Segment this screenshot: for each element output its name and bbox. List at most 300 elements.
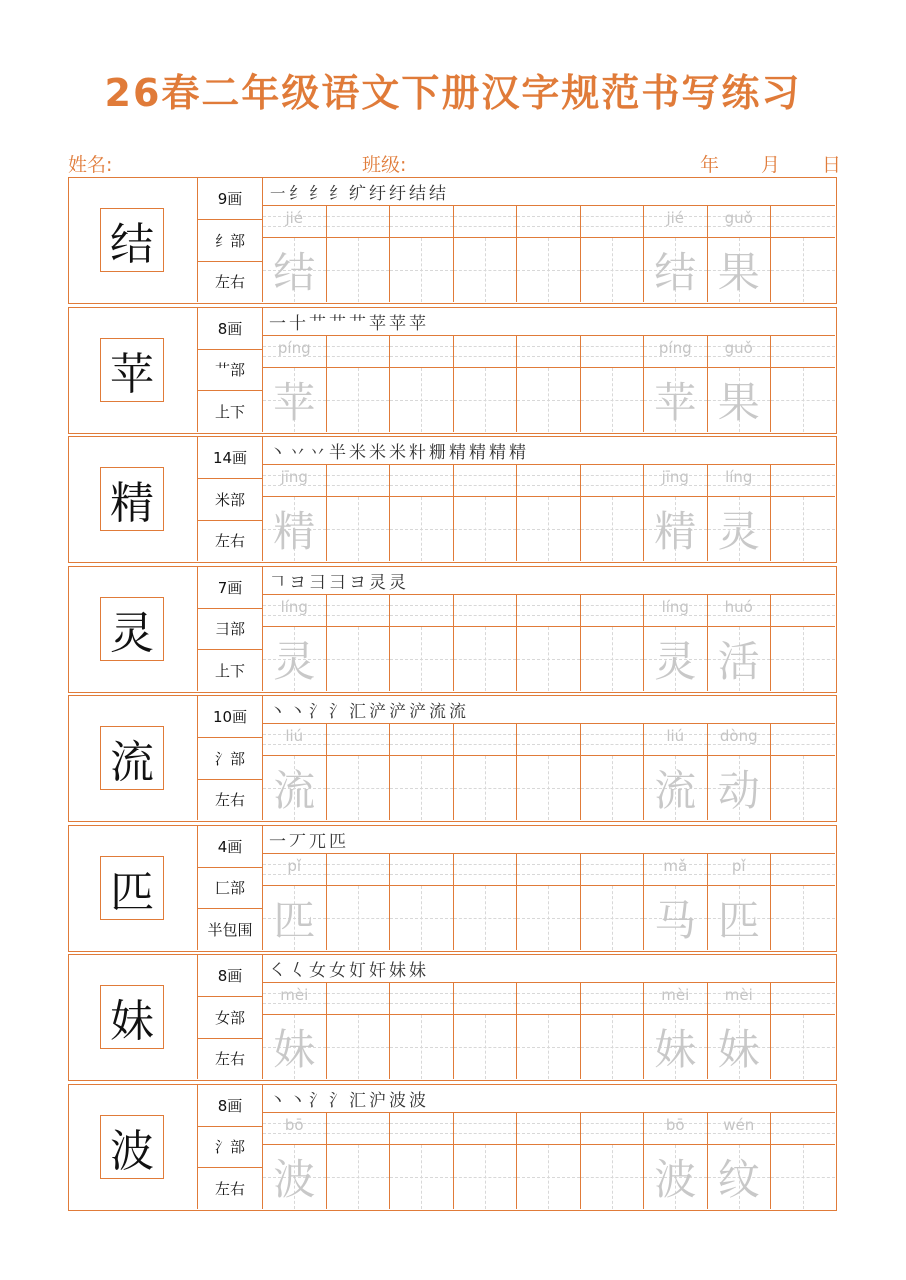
pinyin-line <box>708 595 771 627</box>
trace-character <box>327 886 390 950</box>
practice-grid <box>263 465 835 561</box>
practice-cell[interactable] <box>581 206 645 302</box>
practice-cell[interactable] <box>708 465 772 561</box>
tian-grid-box <box>771 886 835 950</box>
practice-cell[interactable] <box>263 1113 327 1209</box>
tian-grid-box <box>771 368 835 432</box>
pinyin-line <box>644 336 707 368</box>
trace-character <box>327 368 390 432</box>
tian-grid-box <box>390 497 453 561</box>
pinyin-text: liú <box>285 727 304 745</box>
practice-grid <box>263 724 835 820</box>
model-character: 灵 <box>100 597 164 661</box>
stroke-step: 精 <box>509 443 526 463</box>
practice-cell[interactable] <box>771 595 835 691</box>
practice-cell[interactable] <box>390 595 454 691</box>
tian-grid-box <box>263 238 326 302</box>
radical: 氵部 <box>198 737 262 778</box>
practice-cell[interactable] <box>581 983 645 1079</box>
pinyin-line <box>708 336 771 368</box>
tian-grid-box <box>327 1015 390 1079</box>
trace-character: 结 <box>273 248 316 297</box>
practice-cell[interactable] <box>327 724 391 820</box>
pinyin-line <box>771 336 835 368</box>
practice-cell[interactable] <box>517 465 581 561</box>
pinyin-text: mǎ <box>663 856 688 875</box>
stroke-order <box>263 567 835 595</box>
tian-grid-box <box>581 886 644 950</box>
practice-cell[interactable] <box>517 724 581 820</box>
stroke-step: 沪 <box>369 1090 386 1111</box>
practice-cell[interactable] <box>454 1113 518 1209</box>
stroke-step: 女 <box>329 961 346 981</box>
radical: 纟部 <box>198 219 262 260</box>
trace-character <box>581 238 644 302</box>
stroke-order <box>263 696 835 724</box>
pinyin-line <box>517 854 580 886</box>
radical: 艹部 <box>198 349 262 390</box>
practice-cell[interactable] <box>708 1113 772 1209</box>
tian-grid-box <box>644 497 707 561</box>
tian-grid-box <box>708 238 771 302</box>
practice-grid <box>263 206 835 302</box>
tian-grid-box <box>771 1145 835 1209</box>
practice-cell[interactable] <box>454 854 518 950</box>
trace-character <box>581 627 644 691</box>
practice-cell[interactable] <box>771 465 835 561</box>
pinyin-line <box>771 595 835 627</box>
tian-grid-box <box>327 756 390 820</box>
practice-cell[interactable] <box>390 206 454 302</box>
practice-cell[interactable] <box>263 206 327 302</box>
pinyin-line <box>263 595 326 627</box>
character-row <box>68 177 837 304</box>
stroke-step: 奸 <box>369 961 386 981</box>
trace-character: 流 <box>273 766 316 815</box>
practice-cell[interactable] <box>517 206 581 302</box>
practice-cell[interactable] <box>581 595 645 691</box>
trace-character <box>581 1145 644 1209</box>
practice-cell[interactable] <box>327 336 391 432</box>
practice-cell[interactable] <box>517 983 581 1079</box>
trace-character: 动 <box>717 766 760 815</box>
stroke-step: 半 <box>329 443 346 463</box>
stroke-step: 一 <box>269 831 286 852</box>
character-row <box>68 1084 837 1211</box>
practice-cell[interactable] <box>644 595 708 691</box>
stroke-step: 流 <box>449 702 466 722</box>
trace-character <box>390 238 453 302</box>
pinyin-line <box>517 724 580 756</box>
stroke-step: 精 <box>449 443 466 463</box>
pinyin-line <box>644 595 707 627</box>
stroke-step: 丶 <box>269 702 286 722</box>
pinyin-line <box>454 206 517 238</box>
trace-character <box>771 497 835 561</box>
tian-grid-box <box>644 886 707 950</box>
pinyin-line <box>771 724 835 756</box>
practice-cell[interactable] <box>517 336 581 432</box>
character-info <box>198 826 263 950</box>
tian-grid-box <box>644 238 707 302</box>
stroke-step: 女 <box>309 961 326 981</box>
practice-cell[interactable] <box>517 854 581 950</box>
tian-grid-box <box>644 368 707 432</box>
trace-character <box>454 756 517 820</box>
model-character-cell <box>69 567 198 691</box>
tian-grid-box <box>327 497 390 561</box>
tian-grid-box <box>454 1015 517 1079</box>
stroke-step: 艹 <box>309 313 326 334</box>
trace-character <box>517 756 580 820</box>
pinyin-line <box>263 336 326 368</box>
pinyin-line <box>708 465 771 497</box>
pinyin-line <box>517 1113 580 1145</box>
practice-cell[interactable] <box>517 1113 581 1209</box>
pinyin-line <box>708 206 771 238</box>
stroke-count: 8画 <box>217 1096 243 1115</box>
tian-grid-box <box>263 886 326 950</box>
tian-grid-box <box>708 368 771 432</box>
pinyin-line <box>263 983 326 1015</box>
tian-grid-box <box>327 238 390 302</box>
pinyin-line <box>454 595 517 627</box>
stroke-step: 氵 <box>309 1090 326 1111</box>
pinyin-line <box>771 465 835 497</box>
stroke-step: 妹 <box>409 961 426 981</box>
stroke-step: 丶 <box>269 443 286 463</box>
pinyin-text: jié <box>666 209 685 227</box>
stroke-order <box>263 437 835 465</box>
trace-character <box>517 497 580 561</box>
tian-grid-box <box>644 627 707 691</box>
practice-cell[interactable] <box>644 465 708 561</box>
pinyin-line <box>581 983 644 1015</box>
pinyin-line <box>454 465 517 497</box>
pinyin-line <box>390 465 453 497</box>
character-row <box>68 566 837 693</box>
pinyin-text: liú <box>666 727 685 745</box>
trace-character <box>327 627 390 691</box>
model-character: 结 <box>100 208 164 272</box>
structure: 左右 <box>198 779 262 820</box>
practice-cell[interactable] <box>771 724 835 820</box>
practice-cell[interactable] <box>263 854 327 950</box>
pinyin-text: líng <box>725 468 753 486</box>
model-character-cell <box>69 826 198 950</box>
pinyin-text: mèi <box>724 986 753 1004</box>
pinyin-line <box>517 336 580 368</box>
tian-grid-box <box>517 756 580 820</box>
pinyin-line <box>327 854 390 886</box>
practice-cell[interactable] <box>708 983 772 1079</box>
pinyin-line <box>581 336 644 368</box>
month-label: 月 <box>761 154 781 176</box>
pinyin-line <box>327 724 390 756</box>
trace-character <box>581 1015 644 1079</box>
practice-cell[interactable] <box>454 983 518 1079</box>
pinyin-text: dòng <box>719 727 758 745</box>
structure: 半包围 <box>198 908 262 949</box>
structure: 上下 <box>198 649 262 690</box>
tian-grid-box <box>708 886 771 950</box>
practice-cell[interactable] <box>517 595 581 691</box>
stroke-order <box>263 826 835 854</box>
pinyin-line <box>263 854 326 886</box>
trace-character: 活 <box>717 636 760 686</box>
stroke-step: 兀 <box>309 831 326 852</box>
practice-cell[interactable] <box>708 206 772 302</box>
trace-character: 妹 <box>717 1025 760 1074</box>
pinyin-line <box>263 724 326 756</box>
pinyin-text: pǐ <box>731 856 746 875</box>
practice-cell[interactable] <box>263 724 327 820</box>
pinyin-line <box>454 1113 517 1145</box>
practice-cell[interactable] <box>581 465 645 561</box>
tian-grid-box <box>771 1015 835 1079</box>
practice-cell[interactable] <box>708 336 772 432</box>
trace-character <box>327 238 390 302</box>
tian-grid-box <box>581 238 644 302</box>
tian-grid-box <box>327 368 390 432</box>
character-info <box>198 308 263 432</box>
stroke-step: 精 <box>469 443 486 463</box>
trace-character <box>581 368 644 432</box>
stroke-step: 艹 <box>349 313 366 334</box>
stroke-order <box>263 178 835 206</box>
practice-cell[interactable] <box>390 983 454 1079</box>
pinyin-line <box>581 1113 644 1145</box>
practice-cell[interactable] <box>327 595 391 691</box>
pinyin-line <box>771 1113 835 1145</box>
practice-cell[interactable] <box>771 206 835 302</box>
practice-cell[interactable] <box>771 336 835 432</box>
pinyin-line <box>708 724 771 756</box>
trace-character <box>390 886 453 950</box>
practice-cell[interactable] <box>263 595 327 691</box>
trace-character <box>771 886 835 950</box>
tian-grid-box <box>454 368 517 432</box>
tian-grid-box <box>454 627 517 691</box>
pinyin-line <box>327 1113 390 1145</box>
stroke-step: ㇛ <box>269 961 286 981</box>
tian-grid-box <box>454 1145 517 1209</box>
pinyin-text: wén <box>723 1115 755 1134</box>
pinyin-line <box>771 983 835 1015</box>
tian-grid-box <box>581 497 644 561</box>
trace-character <box>517 368 580 432</box>
practice-cell[interactable] <box>263 465 327 561</box>
model-character-cell <box>69 955 198 1079</box>
practice-cell[interactable] <box>327 854 391 950</box>
tian-grid-box <box>708 1015 771 1079</box>
practice-cell[interactable] <box>263 336 327 432</box>
practice-cell[interactable] <box>708 854 772 950</box>
model-character-cell <box>69 308 198 432</box>
structure: 上下 <box>198 390 262 431</box>
radical: 女部 <box>198 996 262 1037</box>
trace-character: 结 <box>654 248 697 297</box>
pinyin-text: guǒ <box>724 338 753 357</box>
stroke-count: 8画 <box>217 319 243 338</box>
pinyin-line <box>771 206 835 238</box>
stroke-step: 苹 <box>369 313 386 334</box>
stroke-step: 苹 <box>409 313 426 334</box>
tian-grid-box <box>263 1145 326 1209</box>
character-info <box>198 437 263 561</box>
practice-cell[interactable] <box>644 724 708 820</box>
radical: 氵部 <box>198 1126 262 1167</box>
pinyin-line <box>517 465 580 497</box>
stroke-step: 氵 <box>329 1090 346 1111</box>
tian-grid-box <box>390 368 453 432</box>
tian-grid-box <box>390 238 453 302</box>
trace-character <box>454 627 517 691</box>
practice-cell[interactable] <box>454 336 518 432</box>
practice-cell[interactable] <box>581 854 645 950</box>
tian-grid-box <box>708 756 771 820</box>
practice-cell[interactable] <box>771 983 835 1079</box>
stroke-step: 精 <box>489 443 506 463</box>
tian-grid-box <box>263 497 326 561</box>
character-info <box>198 696 263 820</box>
trace-character <box>327 1145 390 1209</box>
practice-cell[interactable] <box>390 1113 454 1209</box>
practice-cell[interactable] <box>581 336 645 432</box>
practice-cell[interactable] <box>644 983 708 1079</box>
stroke-step: 丆 <box>289 831 306 852</box>
practice-cell[interactable] <box>644 336 708 432</box>
tian-grid-box <box>708 1145 771 1209</box>
radical: 彐部 <box>198 608 262 649</box>
model-character-cell <box>69 696 198 820</box>
stroke-step: 灵 <box>389 572 406 593</box>
trace-character <box>390 368 453 432</box>
tian-grid-box <box>708 497 771 561</box>
tian-grid-box <box>517 627 580 691</box>
practice-cell[interactable] <box>708 724 772 820</box>
pinyin-line <box>390 206 453 238</box>
practice-cell[interactable] <box>644 854 708 950</box>
year-label: 年 <box>700 154 720 176</box>
stroke-count: 8画 <box>217 967 243 986</box>
tian-grid-box <box>263 627 326 691</box>
pinyin-line <box>327 595 390 627</box>
tian-grid-box <box>517 1145 580 1209</box>
pinyin-line <box>771 854 835 886</box>
trace-character <box>581 756 644 820</box>
practice-cell[interactable] <box>263 983 327 1079</box>
stroke-step: 米 <box>389 443 406 463</box>
trace-character: 纹 <box>717 1154 760 1204</box>
tian-grid-box <box>517 497 580 561</box>
practice-cell[interactable] <box>771 854 835 950</box>
pinyin-line <box>390 595 453 627</box>
pinyin-line <box>708 983 771 1015</box>
pinyin-text: jīng <box>280 468 308 486</box>
tian-grid-box <box>771 627 835 691</box>
character-info <box>198 178 263 302</box>
trace-character <box>581 497 644 561</box>
stroke-step: 丶 <box>289 702 306 722</box>
pinyin-text: píng <box>277 338 311 357</box>
stroke-step: 纟 <box>329 184 346 204</box>
pinyin-line <box>581 465 644 497</box>
pinyin-text: mèi <box>661 986 690 1004</box>
practice-cell[interactable] <box>708 595 772 691</box>
practice-cell[interactable] <box>581 1113 645 1209</box>
radical: 匚部 <box>198 867 262 908</box>
practice-cell[interactable] <box>327 983 391 1079</box>
pinyin-line <box>390 854 453 886</box>
trace-character: 流 <box>654 766 697 815</box>
stroke-step: 丷 <box>309 443 326 463</box>
practice-cell[interactable] <box>454 724 518 820</box>
trace-character <box>327 1015 390 1079</box>
practice-cell[interactable] <box>644 1113 708 1209</box>
practice-cell[interactable] <box>454 206 518 302</box>
practice-grid <box>263 595 835 691</box>
pinyin-line <box>390 724 453 756</box>
practice-cell[interactable] <box>454 595 518 691</box>
tian-grid-box <box>263 1015 326 1079</box>
tian-grid-box <box>327 627 390 691</box>
practice-cell[interactable] <box>390 336 454 432</box>
pinyin-line <box>517 206 580 238</box>
name-label: 姓名: <box>68 154 113 176</box>
stroke-step: 米 <box>349 443 366 463</box>
structure: 左右 <box>198 261 262 302</box>
practice-cell[interactable] <box>327 1113 391 1209</box>
trace-character <box>517 1015 580 1079</box>
structure: 左右 <box>198 1038 262 1079</box>
character-info <box>198 955 263 1079</box>
pinyin-line <box>581 206 644 238</box>
trace-character <box>771 1015 835 1079</box>
model-character: 苹 <box>100 338 164 402</box>
stroke-step: 波 <box>409 1090 426 1111</box>
trace-character <box>390 1015 453 1079</box>
pinyin-text: jīng <box>661 468 689 486</box>
stroke-step: 粣 <box>429 443 446 463</box>
practice-cell[interactable] <box>454 465 518 561</box>
tian-grid-box <box>581 368 644 432</box>
stroke-step: 氵 <box>329 702 346 722</box>
tian-grid-box <box>390 627 453 691</box>
tian-grid-box <box>327 886 390 950</box>
practice-cell[interactable] <box>771 1113 835 1209</box>
practice-cell[interactable] <box>390 854 454 950</box>
pinyin-text: pǐ <box>287 856 302 875</box>
tian-grid-box <box>454 497 517 561</box>
practice-cell[interactable] <box>327 206 391 302</box>
tian-grid-box <box>644 1015 707 1079</box>
practice-cell[interactable] <box>390 465 454 561</box>
practice-cell[interactable] <box>327 465 391 561</box>
practice-cell[interactable] <box>644 206 708 302</box>
practice-cell[interactable] <box>390 724 454 820</box>
pinyin-text: líng <box>661 597 689 616</box>
character-row <box>68 307 837 434</box>
tian-grid-box <box>771 238 835 302</box>
stroke-step: 奵 <box>349 961 366 981</box>
stroke-step: ヨ <box>349 572 366 593</box>
stroke-step: 流 <box>429 702 446 722</box>
pinyin-line <box>708 1113 771 1145</box>
stroke-step: 汇 <box>349 1090 366 1111</box>
practice-cell[interactable] <box>581 724 645 820</box>
trace-character <box>454 238 517 302</box>
